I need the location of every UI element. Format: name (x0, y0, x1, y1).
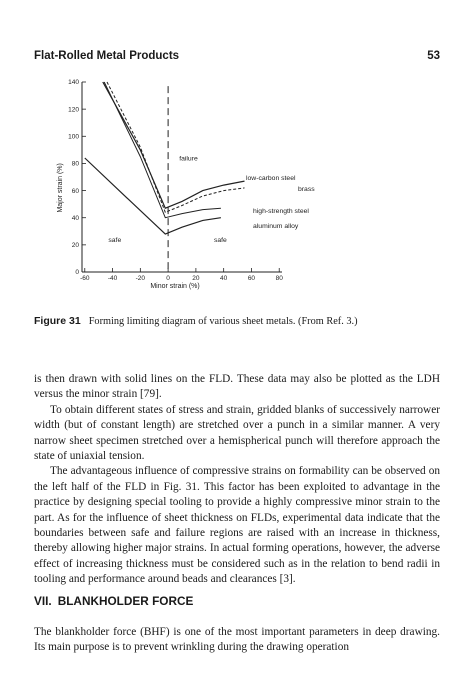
safe-right-label: safe (213, 237, 227, 245)
paragraph: The blankholder force (BHF) is one of the most important parameters in deep drawing. Its main purpose is to prevent wrinkling during the drawing operation (34, 626, 440, 654)
series-line-brass (107, 82, 245, 212)
safe-left-label: safe (108, 237, 122, 245)
x-tick-label: 0 (166, 275, 170, 282)
y-tick-label: 120 (68, 106, 79, 114)
y-tick-label: 60 (71, 187, 79, 195)
y-tick-label: 40 (71, 214, 79, 222)
y-tick-label: 100 (68, 133, 79, 141)
y-tick-label: 140 (68, 79, 79, 87)
y-tick-label: 80 (71, 160, 79, 168)
running-head (34, 50, 440, 66)
x-tick-label: 40 (220, 275, 228, 282)
y-axis-title: Major strain (%) (57, 163, 64, 213)
y-tick-label: 0 (75, 269, 79, 277)
series-label: aluminum alloy (253, 223, 299, 230)
x-tick-label: -20 (135, 275, 146, 282)
series-line-high-strength-steel (104, 82, 221, 218)
figure-caption-label: Figure 31 (34, 315, 81, 327)
paragraph: is then drawn with solid lines on the FLD. These data may also be plotted as the LDH versus the minor strain [79]. (34, 373, 440, 401)
section-title: BLANKHOLDER FORCE (57, 594, 194, 608)
figure-caption-text: Forming limiting diagram of various sheet metals. (From Ref. 3.) (88, 316, 358, 327)
section-number: VII. (34, 594, 52, 608)
x-tick-label: -60 (80, 275, 90, 282)
x-tick-label: -40 (107, 275, 118, 282)
body-text (34, 372, 440, 588)
series-line-aluminum-alloy (85, 155, 221, 234)
body-text-continued (34, 625, 440, 656)
x-axis-title: Minor strain (%) (150, 283, 200, 290)
series-label: brass (298, 186, 315, 193)
paragraph: To obtain different states of stress and strain, gridded blanks of successively narrower width (but of constant length) are stretched over a punch in a similar manner. A very narrow sheet specimen stretched over a hemispherical punch will therefore approach the state of uniaxial tension. (34, 403, 440, 463)
x-tick-label: 60 (247, 275, 256, 282)
y-tick-label: 20 (71, 242, 79, 250)
x-tick-label: 80 (275, 275, 283, 282)
figure-31 (34, 76, 440, 300)
failure-label: failure (179, 155, 198, 163)
series-label: low-carbon steel (246, 175, 296, 182)
x-tick-label: 20 (192, 275, 200, 282)
forming-limit-diagram (34, 76, 440, 300)
page-number: 53 (427, 50, 440, 62)
section-heading (34, 594, 440, 608)
figure-caption (34, 315, 440, 327)
paragraph: The advantageous influence of compressive strains on formability can be observed on the left half of the FLD in Fig. 31. This factor has been exploited to advantage in the practice by designing special tooling to provide a highly compressive minor strain to the part. As for the influence of sheet thickness on FLDs, experimental data indicate that the boundaries between safe and failure regions are raised with an increase in thickness, thereby allowing higher major strains. In actual forming operations, however, the adverse effect of increasing thickness must be considered such as in the relation to bend radii in tooling and performance around beads and clearances [3]. (34, 465, 440, 586)
series-line-low-carbon-steel (103, 82, 245, 208)
series-label: high-strength steel (253, 208, 309, 215)
running-head-title: Flat-Rolled Metal Products (34, 50, 180, 62)
